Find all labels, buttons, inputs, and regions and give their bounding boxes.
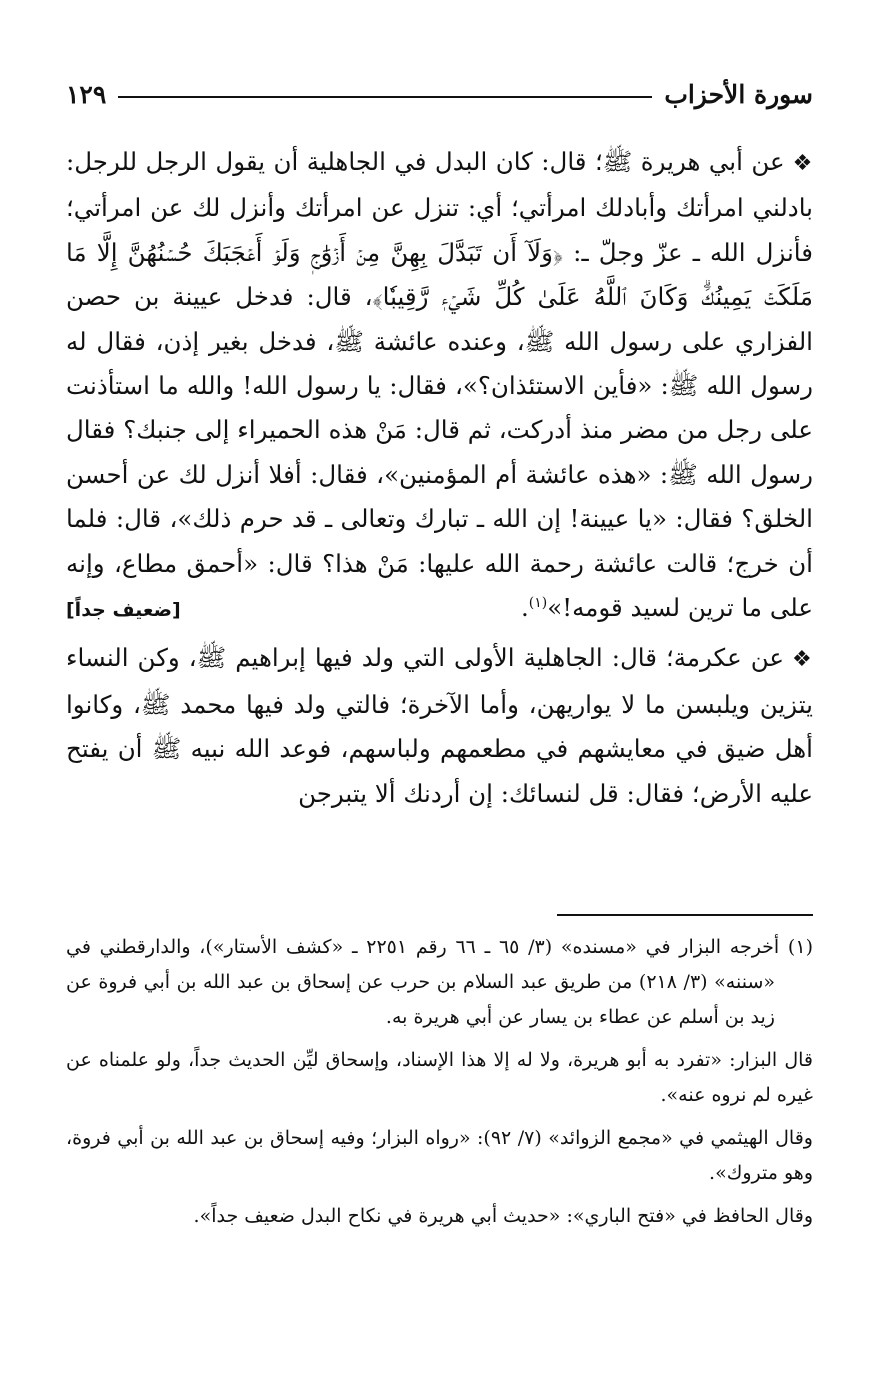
paragraph-marker-icon: ❖ xyxy=(792,647,813,673)
header-rule xyxy=(118,96,652,98)
main-text xyxy=(66,140,813,816)
footnotes xyxy=(66,930,813,1242)
footnote-item: (١) أخرجه البزار في «مسنده» (٣/ ٦٥ ـ ٦٦ رقم ٢٢٥١ ـ «كشف الأستار»)، والدارقطني في «سننه» (٣/ ٢١٨) من طريق عبد السلام بن حرب عن إسحاق بن عبد الله بن أبي فروة عن زيد بن أسلم عن عطاء بن يسار عن أبي هريرة به. xyxy=(66,936,813,1028)
sentence-end: . xyxy=(521,593,529,623)
footnote-item: وقال الهيثمي في «مجمع الزوائد» (٧/ ٩٢): «رواه البزار؛ وفيه إسحاق بن عبد الله بن أبي فروة، وهو متروك». xyxy=(66,1127,813,1184)
footnote-item: قال البزار: «تفرد به أبو هريرة، ولا له إلا هذا الإسناد، وإسحاق ليِّن الحديث جداً، ولو علمناه عن غيره لم نروه عنه». xyxy=(66,1049,813,1106)
hadith-paragraph xyxy=(66,140,813,630)
footnote-reference[interactable]: (١) xyxy=(528,594,548,611)
hadith-text: عن عكرمة؛ قال: الجاهلية الأولى التي ولد فيها إبراهيم ﷺ، وكن النساء يتزين ويلبسن ما لا يواريهن، وأما الآخرة؛ فالتي ولد فيها محمد ﷺ، وكانوا أهل ضيق في معايشهم في مطعمهم ولباسهم، فوعد الله نبيه ﷺ أن يفتح عليه الأرض؛ فقال: قل لنسائك: إن أردنك ألا يتبرجن xyxy=(66,643,813,808)
paragraph-marker-icon: ❖ xyxy=(792,151,813,176)
surah-title: سورة الأحزاب xyxy=(664,79,813,109)
page-number: ١٢٩ xyxy=(66,79,107,109)
footnote-separator xyxy=(557,914,813,916)
hadith-text: عن أبي هريرة ﷺ؛ قال: كان البدل في الجاهلية أن يقول الرجل للرجل: بادلني امرأتك وأبادلك امرأتي؛ أي: تنزل عن امرأتك وأنزل لك عن امرأتي؛ فأنزل الله ـ عزّ وجلّ ـ: ﴿وَلَآ أَن تَبَدَّلَ بِهِنَّ مِنۡ أَزۡوَٰجٖ وَلَوۡ أَعۡجَبَكَ حُسۡنُهُنَّ إِلَّا مَا مَلَكَتۡ يَمِينُكَۗ وَكَانَ ٱللَّهُ عَلَىٰ كُلِّ شَيۡءٖ رَّقِيبٗا﴾، قال: فدخل عيينة بن حصن الفزاري على رسول الله ﷺ، وعنده عائشة ﷺ، فدخل بغير إذن، فقال له رسول الله ﷺ: «فأين الاستئذان؟»، فقال: يا رسول الله! والله ما استأذنت على رجل من مضر منذ أدركت، ثم قال: مَنْ هذه الحميراء إلى جنبك؟ فقال رسول الله ﷺ: «هذه عائشة أم المؤمنين»، فقال: أفلا أنزل لك عن أحسن الخلق؟ فقال: «يا عيينة! إن الله ـ تبارك وتعالى ـ قد حرم ذلك»، قال: فلما أن خرج؛ قالت عائشة رحمة الله عليها: مَنْ هذا؟ قال: «أحمق مطاع، وإنه على ما ترين لسيد قومه!» xyxy=(66,147,813,623)
grade-label: [ضعيف جداً] xyxy=(66,599,181,622)
hadith-paragraph xyxy=(66,636,813,816)
footnote-item: وقال الحافظ في «فتح الباري»: «حديث أبي هريرة في نكاح البدل ضعيف جداً». xyxy=(193,1205,813,1227)
running-header xyxy=(66,76,813,112)
